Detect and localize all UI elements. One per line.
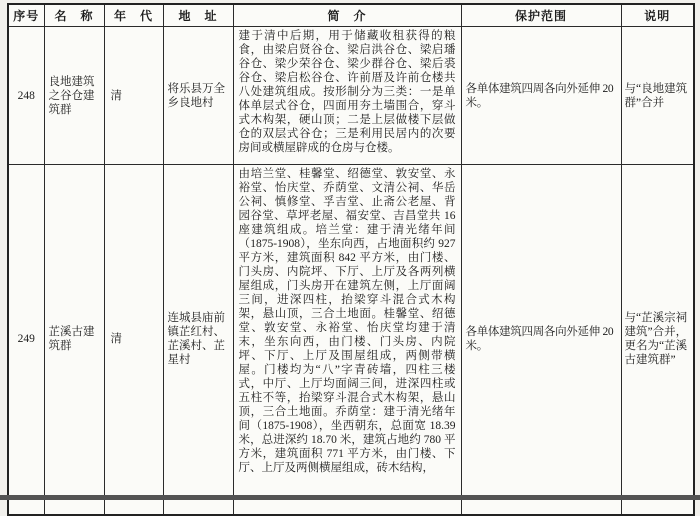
name-cell: 芷溪古建筑群 [44, 165, 104, 515]
serial-number-cell: 249 [8, 165, 44, 515]
notes-cell: 与“良地建筑群”合并 [621, 27, 694, 165]
address-cell: 将乐县万全乡良地村 [163, 27, 233, 165]
scan-bottom-edge [0, 495, 700, 500]
protection-scope-cell: 各单体建筑四周各向外延伸 20 米。 [461, 165, 621, 515]
address-cell: 连城县庙前镇芷红村、芷溪村、芷星村 [163, 165, 233, 515]
introduction-cell: 由培兰堂、桂馨堂、绍德堂、敦安堂、永裕堂、怡庆堂、乔荫堂、文清公祠、华岳公祠、慎修堂、孚吉堂、止斋公老屋、背园谷堂、草坪老屋、福安堂、吉昌堂共 16 座建筑组成。培兰堂：建于清光绪年间（1875-1908），坐东向西，占地面积约 927 平方米，建筑面积 842 平方米，由门楼、门头房、内院坪、下厅、上厅及各两列横屋组成，门头房开在建筑左侧，上厅面阔三间，进深四柱，抬梁穿斗混合式木构架，悬山顶，三合土地面。桂馨堂、绍德堂、敦安堂、永裕堂、怡庆堂均建于清末，坐东向西，由门楼、门头房、内院坪、下厅、上厅及围屋组成，两侧带横屋。门楼均为“八”字青砖墙，四柱三楼式，中厅、上厅均面阔三间，进深四柱或五柱不等，抬梁穿斗混合式木构架，悬山顶，三合土地面。乔荫堂：建于清光绪年间（1875-1908），坐西朝东，总面宽 18.39 米，总进深约 18.70 米，建筑占地约 780 平方米，建筑面积 771 平方米，由门楼、下厅、上厅及两侧横屋组成，砖木结构， [233, 165, 461, 515]
header-address: 地 址 [163, 4, 233, 27]
header-row [8, 4, 694, 27]
introduction-cell: 建于清中后期，用于储藏收租获得的粮食，由梁启贤谷仓、梁启洪谷仓、梁启璠谷仓、梁少荣谷仓、梁少群谷仓、梁后裘谷仓、梁启松谷仓、许前厝及许前仓楼共八处建筑组成。按形制分为三类：一是单体单层式谷仓，四面用夯土墙围合，穿斗式木构架，硬山顶；二是上层做楼下层做仓的双层式谷仓；三是利用民居内的次要房间或横屋辟成的仓房与仓楼。 [233, 27, 461, 165]
protection-scope-cell: 各单体建筑四周各向外延伸 20 米。 [461, 27, 621, 165]
table-row-248 [8, 27, 694, 165]
header-name: 名 称 [44, 4, 104, 27]
name-cell: 良地建筑之谷仓建筑群 [44, 27, 104, 165]
notes-cell: 与“芷溪宗祠建筑”合并，更名为“芷溪古建筑群” [621, 165, 694, 515]
header-introduction: 简 介 [233, 4, 461, 27]
header-protection-scope: 保护范围 [461, 4, 621, 27]
serial-number-cell: 248 [8, 27, 44, 165]
era-cell: 清 [104, 165, 163, 515]
table-row-249 [8, 165, 694, 515]
header-notes: 说明 [621, 4, 694, 27]
header-serial-number: 序号 [8, 4, 44, 27]
header-era: 年 代 [104, 4, 163, 27]
heritage-list-table [7, 3, 695, 516]
era-cell: 清 [104, 27, 163, 165]
